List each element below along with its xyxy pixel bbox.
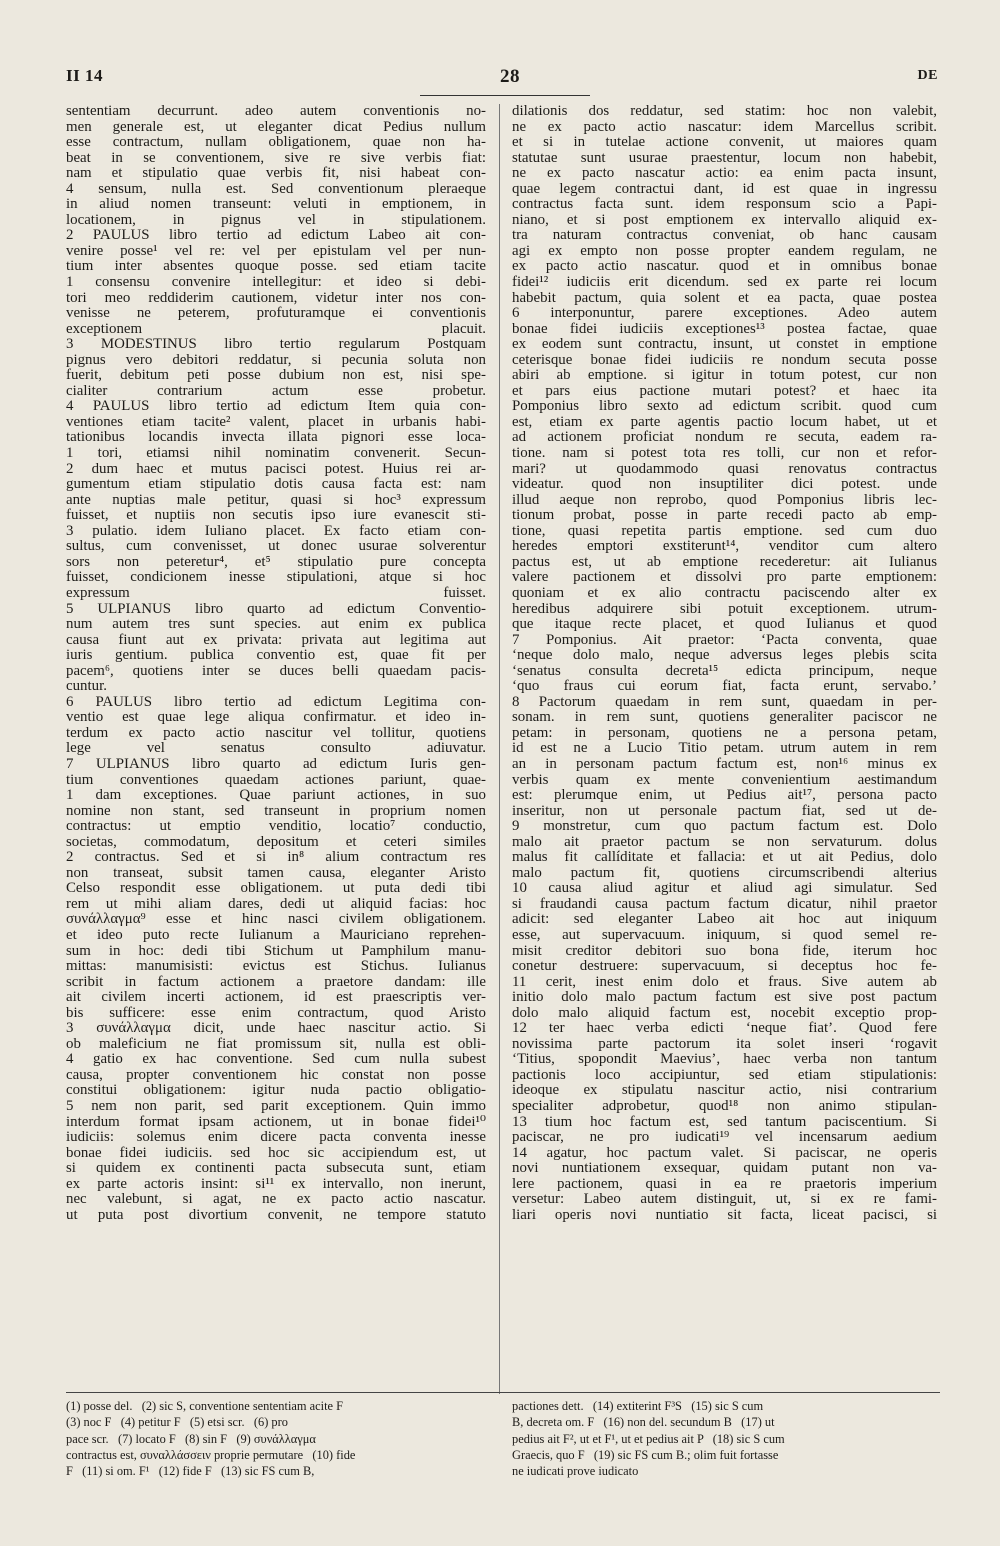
text-line: niano, et si post emptionem ex intervallo aliquid ex-	[512, 212, 937, 228]
text-line: habebit pactum, quia solent et ea pacta, quae postea	[512, 290, 937, 306]
text-line: causa fiunt aut ex privata: privata aut legitima aut	[66, 632, 486, 648]
text-line: ante nuptias male petitur, quasi si hoc³ expressum	[66, 492, 486, 508]
text-line: scribit in factum actionem a praetore dandam: ille	[66, 974, 486, 990]
text-line: versetur: Labeo autem distinguit, ut, si ex re fami-	[512, 1192, 937, 1208]
footnote-line: pedius ait F², ut et F¹, ut et pedius ait P (18) sic S cum	[512, 1431, 785, 1446]
column-divider	[499, 104, 500, 1394]
text-line: men generale est, ut eleganter dicat Pedius nullum	[66, 119, 486, 135]
text-line: 2 PAULUS libro tertio ad edictum Labeo ait con-	[66, 228, 486, 244]
footnotes-left	[66, 1398, 496, 1479]
text-line: agi ex empto non posse propter eandem regulam, ne	[512, 243, 937, 259]
text-line: adicit: sed eleganter Labeo ait hoc aut iniquum	[512, 912, 937, 928]
text-line: specialiter adprobetur, quod¹⁸ non animo stipulan-	[512, 1099, 937, 1114]
text-line: quae legem contractui dant, id est quae in ingressu	[512, 181, 937, 197]
text-line: quoniam et ex alio contractu paciscendo alter ex	[512, 585, 937, 601]
text-line: sententiam decurrunt. adeo autem conventionis no-	[66, 104, 486, 119]
text-line: an in personam pactum factum est, non¹⁶ minus ex	[512, 756, 937, 772]
text-line: ventiones etiam tacite² valent, placet in urbanis habi-	[66, 414, 486, 430]
text-line: contractus: ut emptio venditio, locatio⁷ conductio,	[66, 819, 486, 835]
text-line: constitui obligationem: igitur nuda pactio obligatio-	[66, 1083, 486, 1099]
text-line: 12 ter haec verba edicti ‘neque fiat’. Quod fere	[512, 1021, 937, 1037]
text-line: ex pacto actio nascatur. quod et in omnibus bonae	[512, 259, 937, 275]
text-line: 6 interponuntur, parere exceptiones. Adeo autem	[512, 306, 937, 322]
text-line: 2 contractus. Sed et si in⁸ alium contractum res	[66, 850, 486, 866]
text-line: Celso respondit esse obligationem. ut puta dedi tibi	[66, 881, 486, 897]
text-line: 10 causa aliud agitur et aliud agi simulatur. Sed	[512, 881, 937, 897]
text-line: tori meo reddiderim cautionem, videtur inter nos con-	[66, 290, 486, 306]
footnote-line: F (11) si om. F¹ (12) fide F (13) sic FS cum B,	[66, 1464, 315, 1479]
text-line: ex parte actoris insint: si¹¹ ex intervallo, non inerunt,	[66, 1176, 486, 1192]
text-line: 5 ULPIANUS libro quarto ad edictum Conventio-	[66, 601, 486, 617]
text-line: ad actionem proficiat nondum re secuta, eadem ra-	[512, 430, 937, 446]
text-line: nam et stipulatio quae verbis fit, nisi habeat con-	[66, 166, 486, 182]
text-line: 2 dum haec et mutus pacisci potest. Huius rei ar-	[66, 461, 486, 477]
text-line: 1 consensu convenire intellegitur: et ideo si debi-	[66, 275, 486, 291]
footnote-line: Graecis, quo F (19) sic FS cum B.; olim fuit fortasse	[512, 1447, 779, 1462]
text-line: gumentum etiam stipulatio dotis causa facta est: nam	[66, 477, 486, 493]
text-line: societas, commodatum, depositum et ceteri similes	[66, 834, 486, 850]
text-line: interdum format ipsam actionem, ut in bonae fidei¹⁰	[66, 1114, 486, 1130]
text-line: non transeat, subsit tamen causa, eleganter Aristo	[66, 865, 486, 881]
text-line: pacem⁶, quotiens inter se duces belli quaedam pacis-	[66, 663, 486, 679]
text-line: bonae fidei iudiciis exceptiones¹³ postea factae, quae	[512, 321, 937, 337]
text-line: id est ne a Lucio Titio petam. utrum autem in rem	[512, 741, 937, 757]
text-line: 3 MODESTINUS libro tertio regularum Postquam	[66, 337, 486, 353]
text-line: cuntur.	[66, 679, 107, 695]
header-rule	[420, 95, 590, 96]
text-line: contractus facta sunt. idem responsum scio a Papi-	[512, 197, 937, 213]
footnote-line: pace scr. (7) locato F (8) sin F (9) συνάλλαγμα	[66, 1431, 316, 1446]
left-column	[66, 104, 486, 1223]
text-line: ‘neque dolo malo, neque adversus leges plebis scita	[512, 648, 937, 664]
running-head-right: DE	[917, 68, 938, 83]
text-line: tionum probat, posse in parte recedi pacto ab emp-	[512, 508, 937, 524]
text-line: novissima parte pactorum ita solet inseri ‘rogavit	[512, 1036, 937, 1052]
text-line: lege vel senatus consulto adiuvatur.	[66, 741, 486, 757]
text-line: ex eodem sunt contractu, insunt, ut constet in emptione	[512, 337, 937, 353]
text-line: 3 συνάλλαγμα dicit, unde haec nascitur actio. Si	[66, 1021, 486, 1037]
text-line: nec valebunt, si agat, ne ex pacto actio nascatur.	[66, 1192, 486, 1208]
text-line: ideoque ex stipulatu nascitur actio, nisi contrarium	[512, 1083, 937, 1099]
text-line: 9 monstretur, cum quo pactum factum est. Dolo	[512, 819, 937, 835]
text-line: tione, quasi repetita partis emptione. sed cum duo	[512, 523, 937, 539]
text-line: terdum ex pacto actio nascitur vel tollitur, quotiens	[66, 725, 486, 741]
text-line: 4 gatio ex hac conventione. Sed cum nulla subest	[66, 1052, 486, 1068]
text-line: ventio est quae lege aliqua confirmatur. et ideo in-	[66, 710, 486, 726]
text-line: et si in tutelae actione convenit, ut maiores quam	[512, 135, 937, 151]
text-line: et ideo puto recte Iulianum a Mauriciano reprehen-	[66, 927, 486, 943]
text-line: 4 PAULUS libro tertio ad edictum Item quia con-	[66, 399, 486, 415]
text-line: iudiciis: solemus enim dicere pacta conventa inesse	[66, 1130, 486, 1146]
text-line: fidei¹² iudiciis erit dicendum. sed ex parte rei locum	[512, 275, 937, 291]
footnote-line: contractus est, συναλλάσσειν proprie permutare (10) fide	[66, 1447, 356, 1462]
text-line: paciscar, ne pro iudicati¹⁹ vel incensarum aedium	[512, 1130, 937, 1146]
text-line: petam: in personam, quotiens ne a persona petam,	[512, 725, 937, 741]
text-line: est: plerumque enim, ut Pedius ait¹⁷, persona pacto	[512, 788, 937, 804]
text-line: malo ait praetor pactum se non servaturum. dolus	[512, 834, 937, 850]
text-line: rem ut mihi aliam dares, dedi ut aliquid facias: hoc	[66, 896, 486, 912]
text-line: 6 PAULUS libro tertio ad edictum Legitima con-	[66, 694, 486, 710]
text-line: heredibus adquirere sibi potuit exceptionem. utrum-	[512, 601, 937, 617]
text-line: pactionis loco accipiuntur, sed etiam stipulationis:	[512, 1067, 937, 1083]
page-number: 28	[500, 66, 520, 87]
text-line: tione. nam si potest tota res tolli, cur non et refor-	[512, 446, 937, 462]
text-line: 7 ULPIANUS libro quarto ad edictum Iuris gen-	[66, 756, 486, 772]
text-line: ceterisque bonae fidei iudiciis re nondum secuta posse	[512, 352, 937, 368]
text-line: ‘senatus consulta decreta¹⁵ edicta principum, neque	[512, 663, 937, 679]
text-line: tium conventiones quaedam actiones pariunt, quae-	[66, 772, 486, 788]
right-column	[512, 104, 937, 1223]
text-line: inseritur, non ut personale pactum fiat, sed ut de-	[512, 803, 937, 819]
text-line: initio dolo malo pactum factum est sive post pactum	[512, 990, 937, 1006]
text-line: esse, aut supervacuum. iniquum, si quod semel re-	[512, 927, 937, 943]
text-line: expressum fuisset.	[66, 585, 486, 601]
text-line: venisse ne peterem, profuturamque ei conventionis	[66, 306, 486, 322]
text-line: pactus est, ut ab emptione recederetur: ait Iulianus	[512, 554, 937, 570]
text-line: 1 tori, etiamsi nihil nominatim convenerit. Secun-	[66, 446, 486, 462]
text-line: pignus vero debitori reddatur, si pecunia soluta non	[66, 352, 486, 368]
running-head-left: II 14	[66, 66, 103, 85]
text-line: ne ex pacto actio nascatur: idem Marcellus scribit.	[512, 119, 937, 135]
text-line: lere pactionem, quasi in ea re praetoris imperium	[512, 1176, 937, 1192]
text-line: mittas: manumisisti: evictus est Stichus. Iulianus	[66, 959, 486, 975]
text-line: fuisset, et nuptiis non secutis ipso iure evanescit sti-	[66, 508, 486, 524]
text-line: si quidem ex continenti pacta subsecuta sunt, etiam	[66, 1161, 486, 1177]
text-line: misit creditor debitori suo bona fide, iterum hoc	[512, 943, 937, 959]
text-line: bonae fidei iudiciis. sed hoc sic accipiendum est, ut	[66, 1145, 486, 1161]
text-line: tium inter absentes quoque posse. sed etiam tacite	[66, 259, 486, 275]
text-line: illud aeque non reprobo, quod Pomponius libris lec-	[512, 492, 937, 508]
text-line: malo pactum fit, quotiens circumscribendi alterius	[512, 865, 937, 881]
text-line: fuerit, debitum peti posse dubium non est, nisi spe-	[66, 368, 486, 384]
text-line: si fraudandi causa pactum factum dicatur, nihil praetor	[512, 896, 937, 912]
text-line: ne ex pacto nascatur actio: ea enim pacta insunt,	[512, 166, 937, 182]
text-line: iuris gentium. publica conventio est, quae fit per	[66, 648, 486, 664]
text-line: συνάλλαγμα⁹ esse et hinc nasci civilem obligationem.	[66, 912, 486, 928]
footnote-line: B, decreta om. F (16) non del. secundum B (17) ut	[512, 1415, 775, 1430]
text-line: nomine non stant, sed transeunt in proprium nomen	[66, 803, 486, 819]
text-line: heredes emptori exstiterunt¹⁴, venditor cum altero	[512, 539, 937, 555]
text-line: abiri ab emptione. si igitur in totum potest, cur non	[512, 368, 937, 384]
text-line: est, etiam ex parte agentis pactio locum habet, ut et	[512, 414, 937, 430]
text-line: statutae sunt usurae praestentur, locum non habebit,	[512, 150, 937, 166]
text-line: 1 dam exceptiones. Quae pariunt actiones, in suo	[66, 788, 486, 804]
text-line: et pars eius pactione mutari potest? et haec ita	[512, 383, 937, 399]
text-line: verbis quam ex mente convenientium aestimandum	[512, 772, 937, 788]
text-line: liari operis novi nuntiatio sit facta, liceat pacisci, si	[512, 1207, 937, 1223]
text-line: sors non peteretur⁴, et⁵ stipulatio pure concepta	[66, 554, 486, 570]
text-line: num autem tres sunt species. aut enim ex publica	[66, 617, 486, 633]
footnotes-right	[512, 1398, 944, 1479]
text-line: valere pactionem et dissolvi pro parte emptionem:	[512, 570, 937, 586]
text-line: novi nuntiationem exsequar, quidam putant non va-	[512, 1161, 937, 1177]
footnote-line: pactiones dett. (14) extiterint F³S (15) sic S cum	[512, 1399, 764, 1413]
footnote-line: (3) noc F (4) petitur F (5) etsi scr. (6) pro	[66, 1415, 288, 1430]
text-line: sultus, cum convenisset, ut donec usurae solverentur	[66, 539, 486, 555]
text-line: dilationis dos reddatur, sed statim: hoc non valebit,	[512, 104, 937, 119]
text-line: venire posse¹ vel re: vel per epistulam vel per nun-	[66, 243, 486, 259]
text-line: cialiter contrarium actum esse probetur.	[66, 383, 486, 399]
text-line: 8 Pactorum quaedam in rem sunt, quaedam in per-	[512, 694, 937, 710]
text-line: bis sufficere: esse enim contractum, quod Aristo	[66, 1005, 486, 1021]
text-line: 4 sensum, nulla est. Sed conventionum pleraeque	[66, 181, 486, 197]
text-line: malus fit callíditate et fallacia: et ut ait Pedius, dolo	[512, 850, 937, 866]
text-line: sum in hoc: dedi tibi Stichum ut Pamphilum manu-	[66, 943, 486, 959]
text-line: causa, propter conventionem hic constat non posse	[66, 1067, 486, 1083]
text-line: ut puta post divortium convenit, ne tempore statuto	[66, 1207, 486, 1223]
text-line: que itaque recte placet, et quod Iulianus et quod	[512, 617, 937, 633]
text-line: mari? ut quodammodo quasi renovatus contractus	[512, 461, 937, 477]
footnote-line: (1) posse del. (2) sic S, conventione sententiam acite F	[66, 1399, 343, 1413]
text-line: 5 nem non parit, sed parit exceptionem. Quin immo	[66, 1099, 486, 1114]
footnote-rule	[66, 1392, 940, 1393]
text-line: Pomponius libro sexto ad edictum scribit. quod cum	[512, 399, 937, 415]
text-line: exceptionem placuit.	[66, 321, 486, 337]
text-line: ‘quo fraus cui eorum fiat, facta erunt, servabo.’	[512, 679, 937, 695]
text-line: locationem, in pignus vel in stipulationem.	[66, 212, 486, 228]
text-line: beat in se conventionem, sive re sive verbis fiat:	[66, 150, 486, 166]
text-line: 14 agatur, hoc pactum valet. Si paciscar, ne operis	[512, 1145, 937, 1161]
text-line: in aliud nomen transeunt: veluti in emptionem, in	[66, 197, 486, 213]
text-line: conetur destruere: supervacuum, si deceptus hoc fe-	[512, 959, 937, 975]
text-line: dolo malo aliquid factum est, nocebit exceptio prop-	[512, 1005, 937, 1021]
text-line: 11 cerit, inest enim dolo et fraus. Sive autem ab	[512, 974, 937, 990]
text-line: sonam. in rem sunt, quotiens generaliter paciscor ne	[512, 710, 937, 726]
text-line: esse contractum, nullam obligationem, quae non ha-	[66, 135, 486, 151]
text-line: fuisset, condicionem inesse stipulationi, atque si hoc	[66, 570, 486, 586]
text-line: ob maleficium ne fiat promissum sit, nulla est obli-	[66, 1036, 486, 1052]
text-line: 3 pulatio. idem Iuliano placet. Ex facto etiam con-	[66, 523, 486, 539]
text-line: videatur. quod non insuptiliter dici potest. unde	[512, 477, 937, 493]
text-line: tra naturam contractus conveniat, ob hanc causam	[512, 228, 937, 244]
footnote-line: ne iudicati prove iudicato	[512, 1464, 639, 1479]
text-line: tationibus locandis invecta illata pignori esse loca-	[66, 430, 486, 446]
text-line: ait civilem incerti actionem, id est praescriptis ver-	[66, 990, 486, 1006]
text-line: 7 Pomponius. Ait praetor: ‘Pacta conventa, quae	[512, 632, 937, 648]
text-line: 13 tium hoc factum est, sed tantum paciscentium. Si	[512, 1114, 937, 1130]
text-line: ‘Titius, spopondit Maevius’, haec verba non tantum	[512, 1052, 937, 1068]
